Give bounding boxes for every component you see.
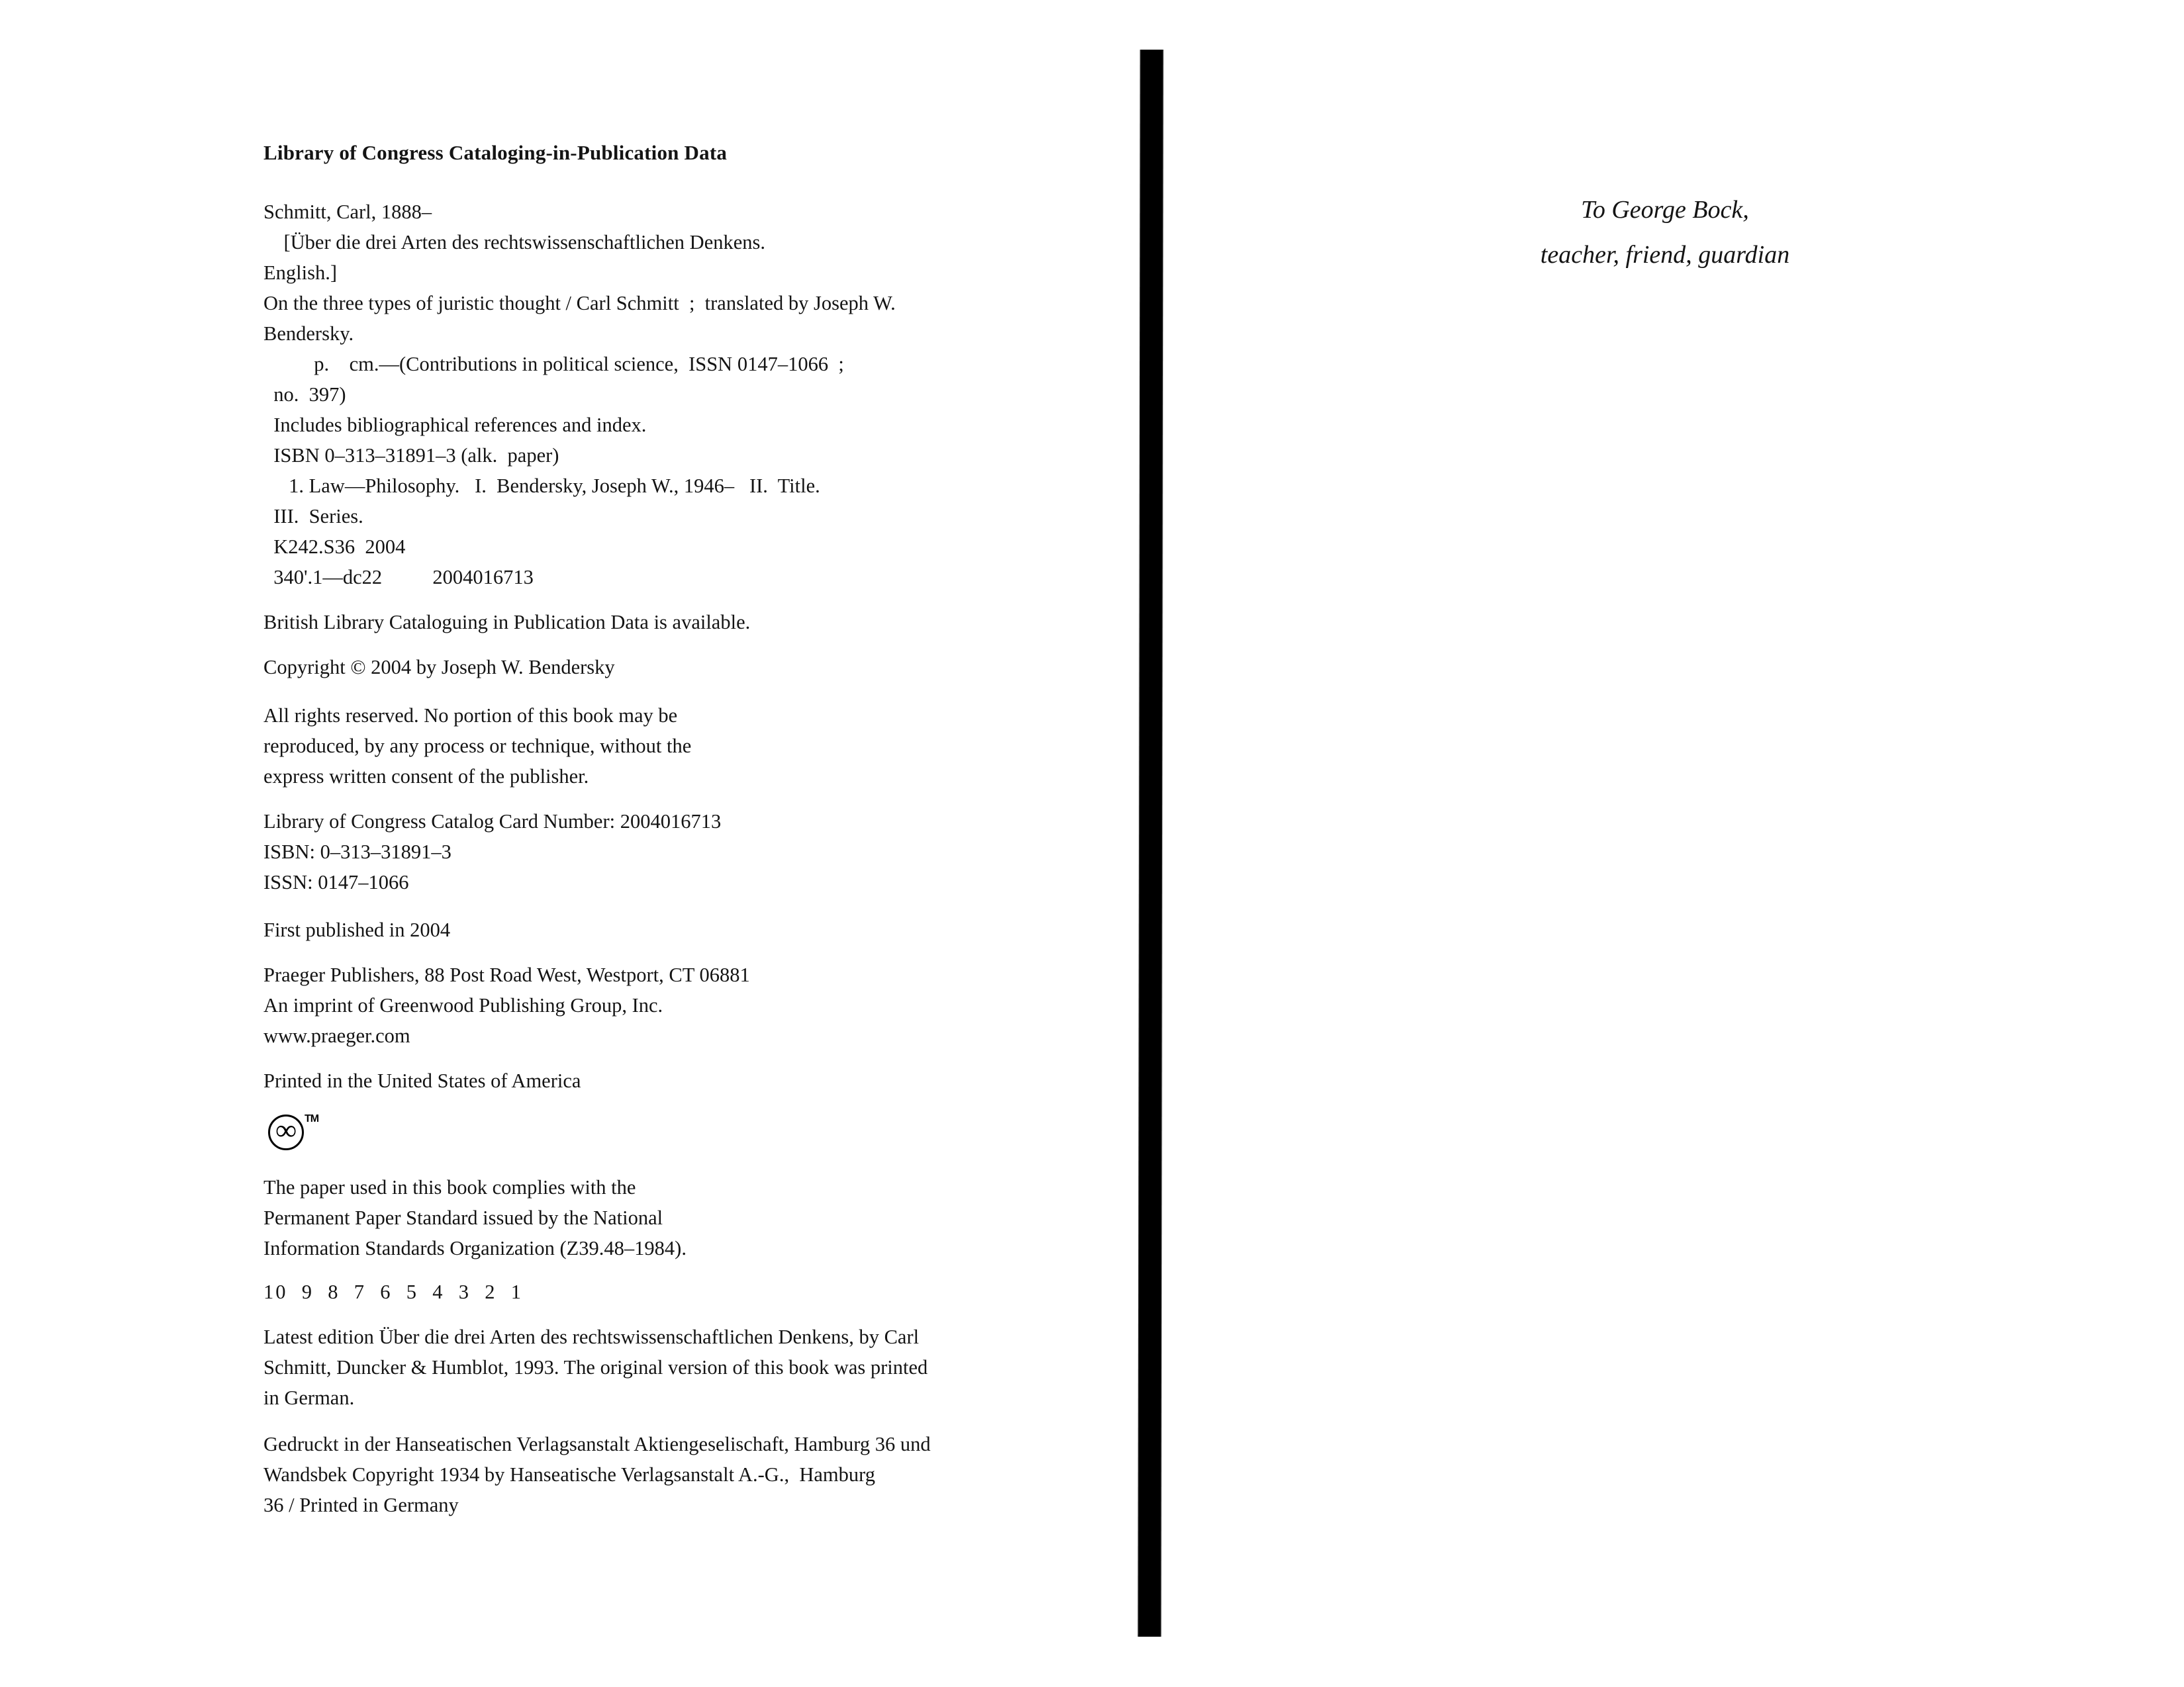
rights-notice bbox=[263, 700, 1124, 792]
text-line: [Über die drei Arten des rechtswissenschaftlichen Denkens. bbox=[263, 231, 766, 253]
text-line: Schmitt, Duncker & Humblot, 1993. The original version of this book was printed bbox=[263, 1356, 928, 1379]
text-line: Praeger Publishers, 88 Post Road West, Westport, CT 06881 bbox=[263, 964, 750, 986]
text-line: 36 / Printed in Germany bbox=[263, 1494, 459, 1516]
text-line: All rights reserved. No portion of this book may be bbox=[263, 704, 678, 727]
text-line: English.] bbox=[263, 261, 337, 284]
page-title: Library of Congress Cataloging-in-Publication Data bbox=[263, 141, 728, 164]
text-line: no. 397) bbox=[263, 383, 346, 406]
paper-compliance-note bbox=[263, 1172, 1124, 1263]
permanent-paper-symbol bbox=[268, 1115, 321, 1150]
text-line: ISBN 0–313–31891–3 (alk. paper) bbox=[263, 444, 559, 467]
text-line: Includes bibliographical references and index. bbox=[263, 414, 647, 436]
latest-edition-note bbox=[263, 1322, 1124, 1413]
text-line: express written consent of the publisher. bbox=[263, 765, 589, 788]
text-line: ISSN: 0147–1066 bbox=[263, 871, 409, 893]
german-printing-note bbox=[263, 1429, 1124, 1520]
text-line: Printed in the United States of America bbox=[263, 1070, 581, 1092]
printing-numbers-line bbox=[263, 1277, 1124, 1307]
text-line: p. cm.—(Contributions in political science, ISSN 0147–1066 ; bbox=[263, 353, 844, 375]
text-line: Information Standards Organization (Z39.48–1984). bbox=[263, 1237, 687, 1259]
text-line: reproduced, by any process or technique, without the bbox=[263, 735, 692, 757]
copyright-line bbox=[263, 652, 1124, 682]
text-line: First published in 2004 bbox=[263, 919, 451, 941]
catalog-numbers bbox=[263, 806, 1124, 897]
dedication-line-2: teacher, friend, guardian bbox=[1540, 241, 1790, 269]
text-line: Latest edition Über die drei Arten des rechtswissenschaftlichen Denkens, by Carl bbox=[263, 1326, 920, 1348]
publisher-address bbox=[263, 960, 1124, 1051]
printed-in-usa-line bbox=[263, 1066, 1124, 1096]
trademark-mark: TM bbox=[305, 1113, 319, 1124]
text-line: On the three types of juristic thought / Carl Schmitt ; translated by Joseph W. bbox=[263, 292, 896, 314]
infinity-circle-icon bbox=[268, 1115, 304, 1150]
text-line: 1. Law—Philosophy. I. Bendersky, Joseph W., 1946– II. Title. bbox=[263, 475, 820, 497]
text-line: An imprint of Greenwood Publishing Group, Inc. bbox=[263, 994, 663, 1017]
infinity-glyph: ∞ bbox=[275, 1114, 297, 1146]
cip-data-block bbox=[263, 197, 1124, 592]
copyright-page bbox=[263, 140, 1124, 1535]
text-line: Copyright © 2004 by Joseph W. Bendersky bbox=[263, 656, 615, 678]
text-line: The paper used in this book complies with the bbox=[263, 1176, 636, 1199]
text-line: Gedruckt in der Hanseatischen Verlagsanstalt Aktiengeselischaft, Hamburg 36 und bbox=[263, 1433, 931, 1455]
text-line: ISBN: 0–313–31891–3 bbox=[263, 841, 451, 863]
text-line: in German. bbox=[263, 1387, 355, 1409]
text-line: Schmitt, Carl, 1888– bbox=[263, 201, 432, 223]
text-line: III. Series. bbox=[263, 505, 363, 527]
first-published-line bbox=[263, 915, 1124, 945]
text-line: British Library Cataloguing in Publication Data is available. bbox=[263, 611, 751, 633]
british-library-note bbox=[263, 607, 1124, 637]
page-gutter-shadow bbox=[1138, 50, 1163, 1637]
text-line: K242.S36 2004 bbox=[263, 535, 406, 558]
text-line: 340'.1—dc22 2004016713 bbox=[263, 566, 534, 588]
dedication-line-1: To George Bock, bbox=[1581, 196, 1749, 224]
text-line: Permanent Paper Standard issued by the National bbox=[263, 1207, 663, 1229]
text-line: Bendersky. bbox=[263, 322, 354, 345]
text-line: 10 9 8 7 6 5 4 3 2 1 bbox=[263, 1281, 523, 1303]
dedication-page bbox=[1513, 187, 1817, 277]
text-line: Wandsbek Copyright 1934 by Hanseatische Verlagsanstalt A.-G., Hamburg bbox=[263, 1463, 875, 1486]
text-line: Library of Congress Catalog Card Number: 2004016713 bbox=[263, 810, 722, 833]
text-line: www.praeger.com bbox=[263, 1025, 410, 1047]
